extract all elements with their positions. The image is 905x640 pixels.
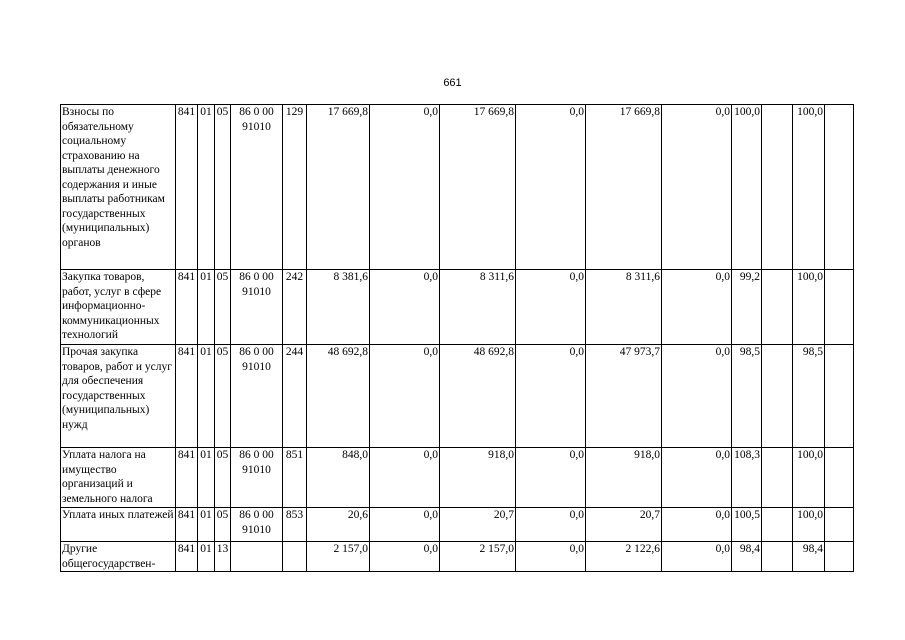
amount-6-cell: 0,0 bbox=[662, 542, 732, 572]
subsection-code-cell: 05 bbox=[215, 105, 231, 270]
target-item-code-line-1: 86 0 00 bbox=[239, 346, 274, 358]
subsection-code-cell: 05 bbox=[215, 270, 231, 345]
amount-6-cell: 0,0 bbox=[662, 270, 732, 345]
amount-6-cell: 0,0 bbox=[662, 448, 732, 508]
amount-3-cell: 20,7 bbox=[440, 508, 516, 542]
amount-4-cell: 0,0 bbox=[516, 542, 586, 572]
target-item-code-line-2: 91010 bbox=[242, 285, 271, 298]
target-item-code-line-1: 86 0 00 bbox=[239, 271, 274, 283]
section-code-cell: 01 bbox=[198, 105, 215, 270]
target-item-code-cell bbox=[231, 448, 283, 508]
table-row bbox=[61, 448, 854, 508]
target-item-code-cell bbox=[231, 105, 283, 270]
section-code-cell: 01 bbox=[198, 345, 215, 448]
target-item-code-line-2: 91010 bbox=[242, 360, 271, 373]
expense-type-code-cell: 244 bbox=[283, 345, 307, 448]
amount-4-cell: 0,0 bbox=[516, 508, 586, 542]
target-item-code-line-1: 86 0 00 bbox=[239, 449, 274, 461]
amount-5-cell: 47 973,7 bbox=[586, 345, 662, 448]
percent-2-cell: 100,0 bbox=[793, 448, 825, 508]
amount-3-cell: 8 311,6 bbox=[440, 270, 516, 345]
page-number: 661 bbox=[443, 77, 462, 89]
empty-cell bbox=[762, 448, 793, 508]
ved-code-cell: 841 bbox=[176, 448, 198, 508]
section-code-cell: 01 bbox=[198, 270, 215, 345]
section-code-cell: 01 bbox=[198, 448, 215, 508]
target-item-code-cell bbox=[231, 508, 283, 542]
row-name-cell: Другие общегосударствен- bbox=[61, 542, 176, 572]
percent-2-cell: 100,0 bbox=[793, 270, 825, 345]
empty-cell bbox=[825, 105, 854, 270]
row-name-cell: Уплата налога на имущество организаций и земельного налога bbox=[61, 448, 176, 508]
expense-type-code-cell: 851 bbox=[283, 448, 307, 508]
target-item-code-cell bbox=[231, 542, 283, 572]
row-name-cell: Прочая закупка товаров, работ и услуг для обеспечения государственных (муниципальных) нужд bbox=[61, 345, 176, 448]
amount-5-cell: 2 122,6 bbox=[586, 542, 662, 572]
subsection-code-cell: 05 bbox=[215, 345, 231, 448]
amount-3-cell: 48 692,8 bbox=[440, 345, 516, 448]
amount-1-cell: 17 669,8 bbox=[307, 105, 370, 270]
subsection-code-cell: 13 bbox=[215, 542, 231, 572]
amount-4-cell: 0,0 bbox=[516, 105, 586, 270]
percent-2-cell: 98,5 bbox=[793, 345, 825, 448]
amount-3-cell: 2 157,0 bbox=[440, 542, 516, 572]
empty-cell bbox=[762, 105, 793, 270]
target-item-code-line-2: 91010 bbox=[242, 120, 271, 133]
amount-2-cell: 0,0 bbox=[370, 345, 440, 448]
amount-2-cell: 0,0 bbox=[370, 105, 440, 270]
ved-code-cell: 841 bbox=[176, 508, 198, 542]
row-name-cell: Уплата иных платежей bbox=[61, 508, 176, 542]
amount-2-cell: 0,0 bbox=[370, 542, 440, 572]
percent-1-cell: 108,3 bbox=[732, 448, 762, 508]
amount-3-cell: 918,0 bbox=[440, 448, 516, 508]
percent-1-cell: 98,5 bbox=[732, 345, 762, 448]
amount-2-cell: 0,0 bbox=[370, 448, 440, 508]
target-item-code-line-2: 91010 bbox=[242, 463, 271, 476]
subsection-code-cell: 05 bbox=[215, 448, 231, 508]
amount-3-cell: 17 669,8 bbox=[440, 105, 516, 270]
empty-cell bbox=[762, 508, 793, 542]
percent-1-cell: 100,0 bbox=[732, 105, 762, 270]
target-item-code-line-1: 86 0 00 bbox=[239, 509, 274, 521]
empty-cell bbox=[825, 448, 854, 508]
ved-code-cell: 841 bbox=[176, 345, 198, 448]
amount-4-cell: 0,0 bbox=[516, 270, 586, 345]
percent-2-cell: 100,0 bbox=[793, 105, 825, 270]
target-item-code-line-1: 86 0 00 bbox=[239, 106, 274, 118]
percent-1-cell: 100,5 bbox=[732, 508, 762, 542]
target-item-code-cell bbox=[231, 345, 283, 448]
percent-1-cell: 99,2 bbox=[732, 270, 762, 345]
empty-cell bbox=[762, 345, 793, 448]
target-item-code-line-2: 91010 bbox=[242, 523, 271, 536]
row-name-cell: Закупка товаров, работ, услуг в сфере информационно-коммуникационных технологий bbox=[61, 270, 176, 345]
ved-code-cell: 841 bbox=[176, 105, 198, 270]
amount-1-cell: 848,0 bbox=[307, 448, 370, 508]
amount-5-cell: 17 669,8 bbox=[586, 105, 662, 270]
expense-type-code-cell bbox=[283, 542, 307, 572]
amount-1-cell: 8 381,6 bbox=[307, 270, 370, 345]
table-row bbox=[61, 542, 854, 572]
expense-type-code-cell: 853 bbox=[283, 508, 307, 542]
amount-2-cell: 0,0 bbox=[370, 270, 440, 345]
amount-1-cell: 48 692,8 bbox=[307, 345, 370, 448]
amount-5-cell: 918,0 bbox=[586, 448, 662, 508]
ved-code-cell: 841 bbox=[176, 270, 198, 345]
table-row bbox=[61, 345, 854, 448]
empty-cell bbox=[762, 270, 793, 345]
empty-cell bbox=[825, 508, 854, 542]
amount-5-cell: 8 311,6 bbox=[586, 270, 662, 345]
amount-1-cell: 2 157,0 bbox=[307, 542, 370, 572]
empty-cell bbox=[762, 542, 793, 572]
section-code-cell: 01 bbox=[198, 508, 215, 542]
target-item-code-cell bbox=[231, 270, 283, 345]
amount-6-cell: 0,0 bbox=[662, 508, 732, 542]
table-row bbox=[61, 270, 854, 345]
percent-2-cell: 98,4 bbox=[793, 542, 825, 572]
percent-1-cell: 98,4 bbox=[732, 542, 762, 572]
ved-code-cell: 841 bbox=[176, 542, 198, 572]
amount-6-cell: 0,0 bbox=[662, 105, 732, 270]
amount-5-cell: 20,7 bbox=[586, 508, 662, 542]
percent-2-cell: 100,0 bbox=[793, 508, 825, 542]
row-name-cell: Взносы по обязательному социальному страхованию на выплаты денежного содержания и иные выплаты работникам государственных (муниципальных) органов bbox=[61, 105, 176, 270]
empty-cell bbox=[825, 270, 854, 345]
budget-table bbox=[60, 104, 854, 572]
empty-cell bbox=[825, 542, 854, 572]
amount-1-cell: 20,6 bbox=[307, 508, 370, 542]
table-row bbox=[61, 508, 854, 542]
amount-4-cell: 0,0 bbox=[516, 448, 586, 508]
empty-cell bbox=[825, 345, 854, 448]
amount-6-cell: 0,0 bbox=[662, 345, 732, 448]
table-row bbox=[61, 105, 854, 270]
expense-type-code-cell: 242 bbox=[283, 270, 307, 345]
subsection-code-cell: 05 bbox=[215, 508, 231, 542]
expense-type-code-cell: 129 bbox=[283, 105, 307, 270]
amount-4-cell: 0,0 bbox=[516, 345, 586, 448]
amount-2-cell: 0,0 bbox=[370, 508, 440, 542]
section-code-cell: 01 bbox=[198, 542, 215, 572]
